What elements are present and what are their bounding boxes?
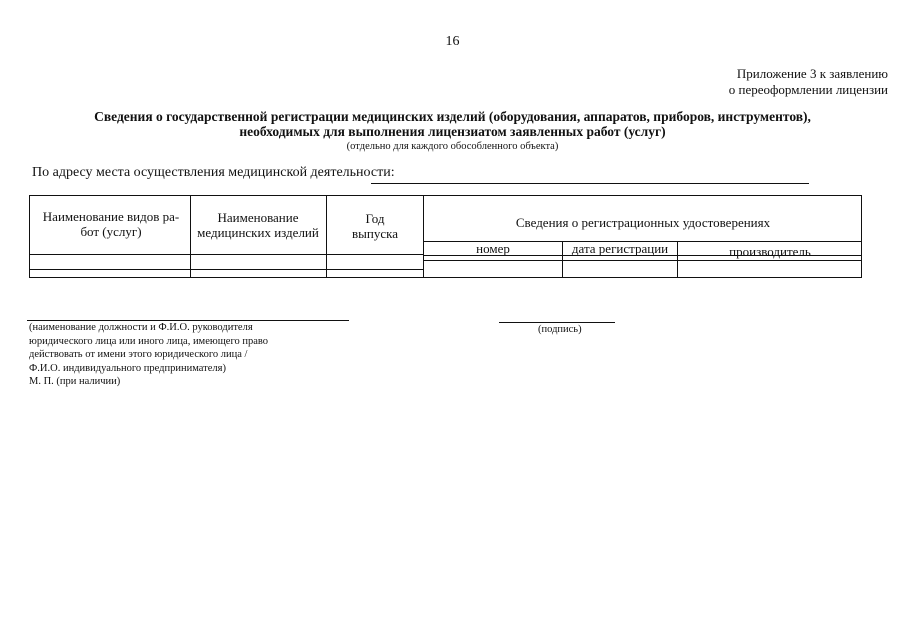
- page-number: 16: [445, 34, 460, 49]
- subheader-number: номер: [476, 241, 510, 256]
- column-header-year: Год выпуска: [352, 211, 398, 241]
- table-divider: [30, 269, 423, 270]
- appendix-line-1: Приложение 3 к заявлению: [736, 66, 888, 81]
- subheader-manufacturer: производитель: [729, 244, 811, 259]
- address-label: По адресу места осуществления медицинской деятельности:: [32, 165, 395, 180]
- appendix-line-2: о переоформлении лицензии: [728, 82, 888, 97]
- title-line-2: необходимых для выполнения лицензиатом заявленных работ (услуг): [239, 124, 666, 139]
- table-divider: [190, 196, 191, 277]
- table-divider: [423, 196, 424, 277]
- column-header-services: Наименование видов ра- бот (услуг): [42, 209, 180, 239]
- table-divider: [30, 254, 423, 255]
- title-line-1: Сведения о государственной регистрации медицинских изделий (оборудования, аппаратов, приборов, инструментов),: [94, 109, 811, 124]
- table-divider: [326, 196, 327, 277]
- signature-caption: (подпись): [538, 324, 582, 335]
- document-title: [60, 109, 845, 139]
- appendix-note: [729, 66, 888, 98]
- column-header-devices: Наименование медицинских изделий: [197, 210, 319, 240]
- signature-line: [499, 322, 615, 323]
- title-note: (отдельно для каждого обособленного объекта): [346, 141, 559, 152]
- subheader-registration-date: дата регистрации: [571, 241, 669, 256]
- column-group-registration: Сведения о регистрационных удостоверениях: [515, 215, 771, 230]
- registration-table: [29, 195, 862, 278]
- table-divider: [562, 241, 563, 277]
- address-blank-line: [371, 183, 809, 184]
- table-divider: [677, 241, 678, 277]
- position-name-note: (наименование должности и Ф.И.О. руководителя юридического лица или иного лица, имеющего право действовать от имени этого юридического лица / Ф.И.О. индивидуального предпринимателя) М. П. (при наличии): [29, 322, 269, 387]
- table-divider: [423, 260, 861, 261]
